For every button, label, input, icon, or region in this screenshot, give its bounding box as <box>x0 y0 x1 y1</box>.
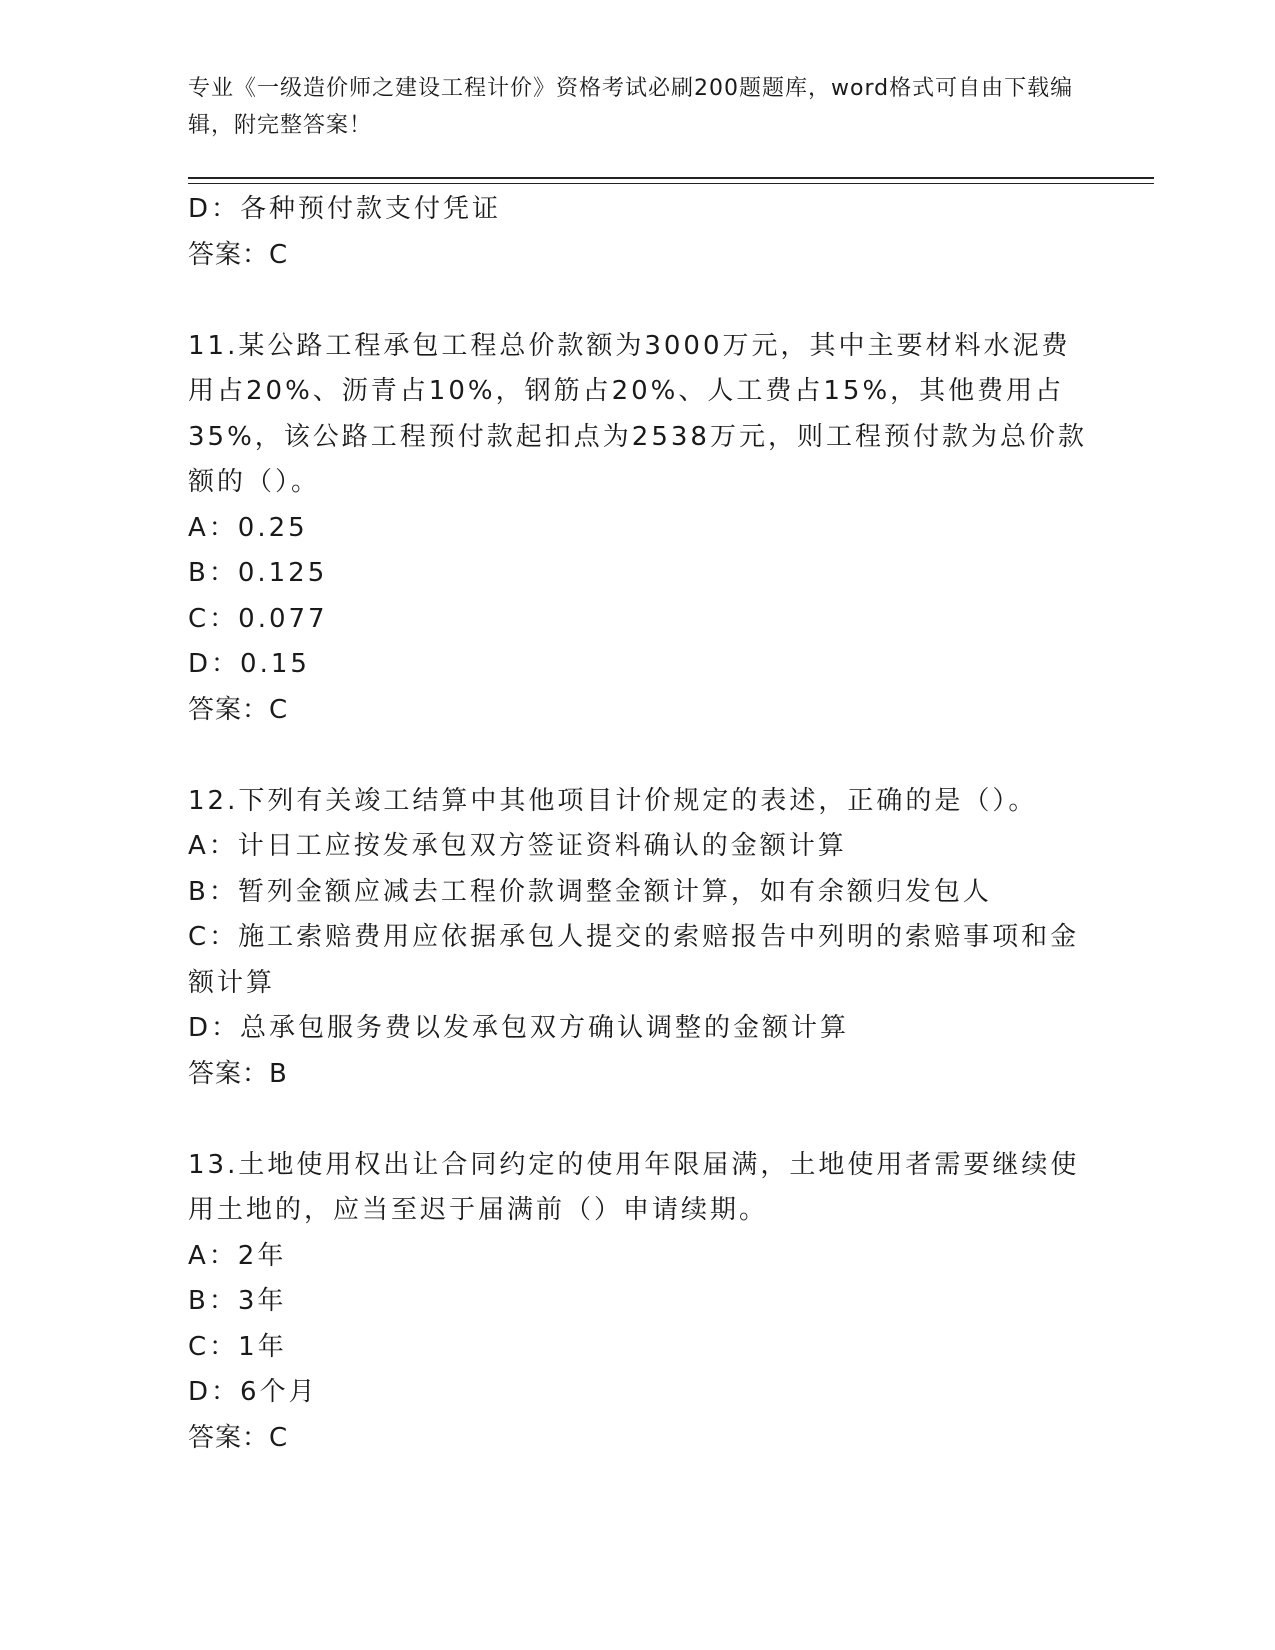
question-13 <box>188 1143 1078 1462</box>
option-a: A：计日工应按发承包双方签证资料确认的金额计算 <box>188 831 847 861</box>
question-stem-line: 额的（）。 <box>188 467 321 497</box>
answer-line: 答案：B <box>188 1058 288 1089</box>
option-a: A：0.25 <box>188 512 308 543</box>
question-stem-line: 13.土地使用权出让合同约定的使用年限届满，土地使用者需要继续使 <box>188 1149 1080 1180</box>
answer-line: 答案：C <box>188 1422 289 1453</box>
option-b: B：0.125 <box>188 558 328 588</box>
option-c-continued: 额计算 <box>188 967 276 998</box>
option-d: D：6个月 <box>188 1377 318 1407</box>
spacer <box>188 278 1078 324</box>
option-c: C：1年 <box>188 1331 287 1362</box>
option-b: B：暂列金额应减去工程价款调整金额计算，如有余额归发包人 <box>188 876 992 907</box>
header-divider-thick <box>188 177 1154 179</box>
spacer <box>188 1097 1078 1143</box>
header-text: 专业《一级造价师之建设工程计价》资格考试必刷200题题库，word格式可自由下载编辑，附完整答案！ <box>188 76 1074 138</box>
question-12 <box>188 779 1078 1098</box>
question-11 <box>188 324 1087 734</box>
option-d: D：各种预付款支付凭证 <box>188 194 502 224</box>
document-header <box>188 70 1088 144</box>
option-b: B：3年 <box>188 1286 287 1316</box>
header-divider-thin <box>188 183 1154 184</box>
spacer <box>188 733 1078 779</box>
question-stem-line: 35%，该公路工程预付款起扣点为2538万元，则工程预付款为总价款 <box>188 421 1087 452</box>
answer-line: 答案：C <box>188 694 289 725</box>
answer-line: 答案：C <box>188 239 289 270</box>
option-d: D：总承包服务费以发承包双方确认调整的金额计算 <box>188 1013 850 1043</box>
question-stem-line: 12.下列有关竣工结算中其他项目计价规定的表述，正确的是（）。 <box>188 785 1038 816</box>
question-stem-line: 用占20%、沥青占10%，钢筋占20%、人工费占15%，其他费用占 <box>188 376 1065 406</box>
option-a: A：2年 <box>188 1240 287 1271</box>
question-stem-line: 11.某公路工程承包工程总价款额为3000万元，其中主要材料水泥费 <box>188 330 1071 361</box>
option-c: C：0.077 <box>188 603 328 634</box>
option-d: D：0.15 <box>188 649 310 679</box>
question-list <box>188 187 1087 1461</box>
question-stem-line: 用土地的，应当至迟于届满前（）申请续期。 <box>188 1195 769 1225</box>
option-c: C：施工索赔费用应依据承包人提交的索赔报告中列明的索赔事项和金 <box>188 922 1080 952</box>
